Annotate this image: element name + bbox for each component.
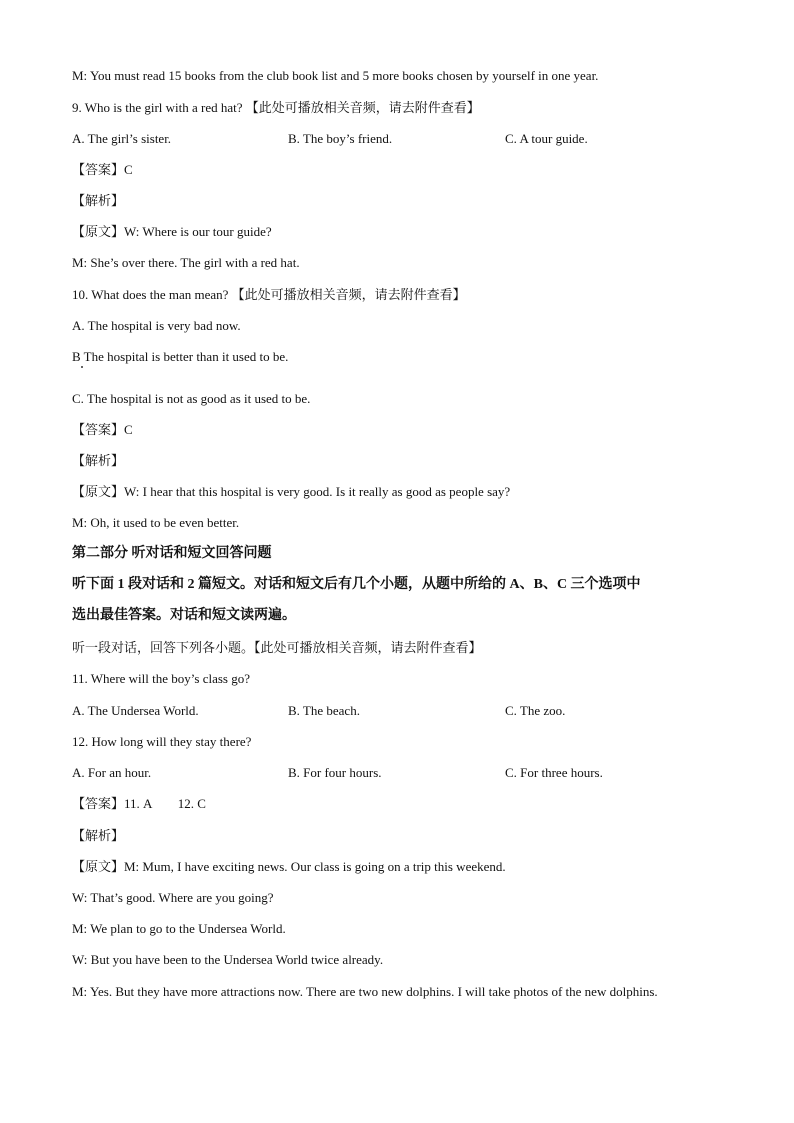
analysis-label: 【解析】: [72, 453, 125, 468]
transcript-line: W: That’s good. Where are you going?: [72, 890, 274, 905]
q10-option-a: A. The hospital is very bad now.: [72, 318, 241, 333]
q11-option-a: A. The Undersea World.: [72, 703, 199, 718]
q11-option-c: C. The zoo.: [505, 703, 566, 718]
transcript-line: 【原文】M: Mum, I have exciting news. Our class is going on a trip this weekend.: [72, 859, 506, 874]
q11-option-b: B. The beach.: [288, 703, 360, 718]
q10-option-b: B The hospital is better than it used to be.: [72, 349, 289, 364]
transcript-line: 【原文】W: I hear that this hospital is very good. Is it really as good as people say?: [72, 484, 511, 499]
stray-dot: [81, 366, 83, 368]
q9-option-c: C. A tour guide.: [505, 131, 588, 146]
transcript-line: M: We plan to go to the Undersea World.: [72, 921, 286, 936]
transcript-line: M: She’s over there. The girl with a red hat.: [72, 255, 300, 270]
dialogue-prompt: 听一段对话，回答下列各小题。【此处可播放相关音频，请去附件查看】: [72, 640, 482, 655]
answer-label: 【答案】C: [72, 422, 133, 437]
q9-option-b: B. The boy’s friend.: [288, 131, 393, 146]
q12-option-c: C. For three hours.: [505, 765, 603, 780]
analysis-label: 【解析】: [72, 193, 125, 208]
q12-option-b: B. For four hours.: [288, 765, 382, 780]
text-line: M: You must read 15 books from the club book list and 5 more books chosen by yourself in one year.: [72, 68, 599, 83]
q9-option-a: A. The girl’s sister.: [72, 131, 172, 146]
answer-label: 【答案】11. A 12. C: [72, 796, 206, 811]
section-instructions: 选出最佳答案。对话和短文读两遍。: [72, 608, 296, 623]
analysis-label: 【解析】: [72, 828, 125, 843]
q12-option-a: A. For an hour.: [72, 765, 152, 780]
answer-label: 【答案】C: [72, 162, 133, 177]
q10-option-c: C. The hospital is not as good as it used to be.: [72, 391, 311, 406]
transcript-line: W: But you have been to the Undersea World twice already.: [72, 952, 384, 967]
question-9: 9. Who is the girl with a red hat? 【此处可播放相关音频，请去附件查看】: [72, 100, 480, 115]
section-heading: 第二部分 听对话和短文回答问题: [72, 546, 272, 561]
question-12: 12. How long will they stay there?: [72, 734, 252, 749]
question-10: 10. What does the man mean? 【此处可播放相关音频，请去附件查看】: [72, 287, 466, 302]
transcript-line: 【原文】W: Where is our tour guide?: [72, 224, 272, 239]
question-11: 11. Where will the boy’s class go?: [72, 671, 250, 686]
transcript-line: M: Oh, it used to be even better.: [72, 515, 240, 530]
transcript-line: M: Yes. But they have more attractions now. There are two new dolphins. I will take photos of the new dolphins.: [72, 984, 658, 999]
section-instructions: 听下面 1 段对话和 2 篇短文。对话和短文后有几个小题，从题中所给的 A、B、C 三个选项中: [72, 577, 641, 592]
